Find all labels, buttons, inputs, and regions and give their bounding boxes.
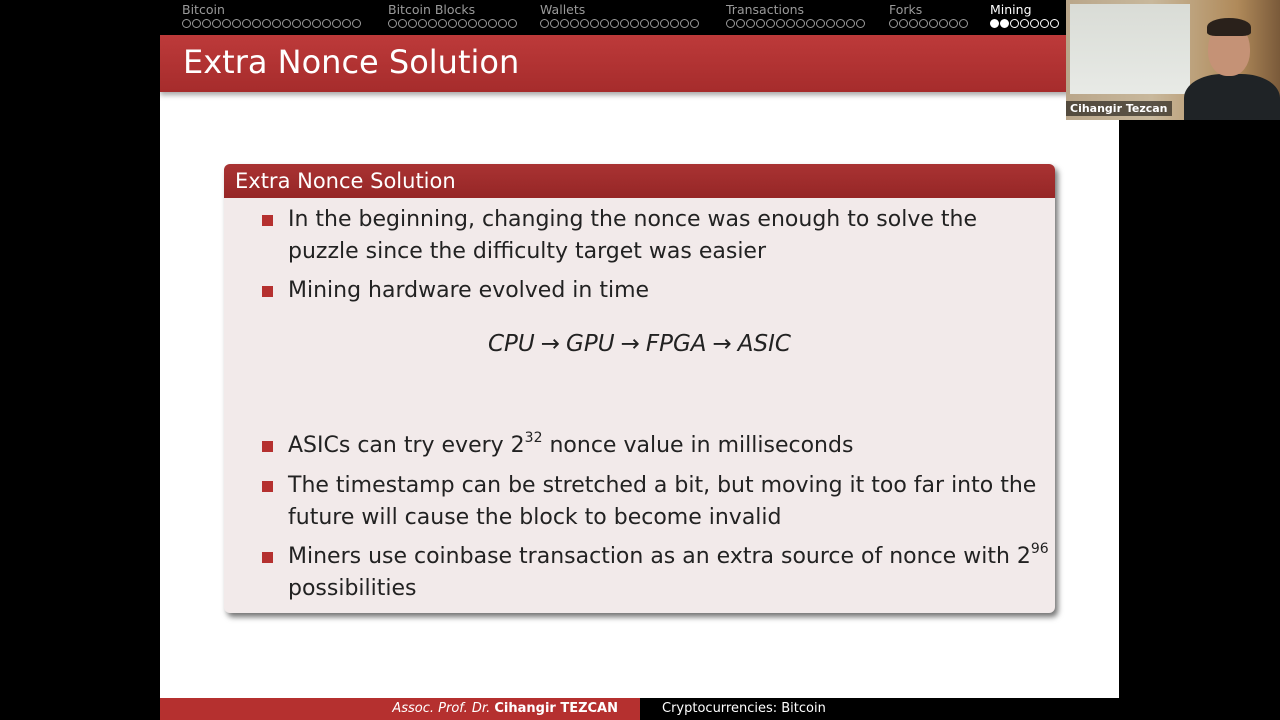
presenter-body xyxy=(1184,74,1280,120)
nav-dots xyxy=(540,19,699,28)
nav-dot-icon[interactable] xyxy=(1000,19,1009,28)
nav-dot-icon[interactable] xyxy=(726,19,735,28)
exponent: 96 xyxy=(1030,540,1049,557)
nav-dot-icon[interactable] xyxy=(182,19,191,28)
bullet-text: ASICs can try every 2 xyxy=(288,433,525,458)
nav-dot-icon[interactable] xyxy=(826,19,835,28)
nav-dot-icon[interactable] xyxy=(282,19,291,28)
nav-dot-icon[interactable] xyxy=(660,19,669,28)
nav-section-label: Forks xyxy=(889,2,923,17)
nav-dot-icon[interactable] xyxy=(846,19,855,28)
nav-dot-icon[interactable] xyxy=(428,19,437,28)
author-name: Cihangir TEZCAN xyxy=(494,701,618,716)
nav-dot-icon[interactable] xyxy=(458,19,467,28)
nav-dot-icon[interactable] xyxy=(816,19,825,28)
block-title: Extra Nonce Solution xyxy=(224,164,1055,198)
bullet-item xyxy=(288,541,1050,604)
nav-section-label: Transactions xyxy=(726,2,805,17)
webcam-video-tile[interactable] xyxy=(1066,0,1280,120)
author-prefix: Assoc. Prof. Dr. xyxy=(392,701,491,716)
nav-dot-icon[interactable] xyxy=(418,19,427,28)
math-gpu: GPU xyxy=(566,331,615,357)
nav-section-forks[interactable] xyxy=(889,2,968,28)
bullet-square-icon xyxy=(262,552,273,563)
slide-title: Extra Nonce Solution xyxy=(183,43,520,81)
nav-dots xyxy=(889,19,968,28)
nav-dot-icon[interactable] xyxy=(1050,19,1059,28)
bullet-square-icon xyxy=(262,286,273,297)
nav-section-label: Bitcoin Blocks xyxy=(388,2,476,17)
nav-dot-icon[interactable] xyxy=(1020,19,1029,28)
nav-dot-icon[interactable] xyxy=(292,19,301,28)
nav-dot-icon[interactable] xyxy=(836,19,845,28)
nav-dot-icon[interactable] xyxy=(388,19,397,28)
nav-dot-icon[interactable] xyxy=(498,19,507,28)
nav-dot-icon[interactable] xyxy=(600,19,609,28)
nav-dot-icon[interactable] xyxy=(448,19,457,28)
nav-dot-icon[interactable] xyxy=(746,19,755,28)
nav-section-label: Wallets xyxy=(540,2,586,17)
nav-dot-icon[interactable] xyxy=(756,19,765,28)
nav-dot-icon[interactable] xyxy=(580,19,589,28)
nav-dot-icon[interactable] xyxy=(332,19,341,28)
nav-dot-icon[interactable] xyxy=(690,19,699,28)
bullet-square-icon xyxy=(262,215,273,226)
nav-dot-icon[interactable] xyxy=(610,19,619,28)
nav-dot-icon[interactable] xyxy=(949,19,958,28)
nav-section-label: Mining xyxy=(990,2,1032,17)
nav-dots xyxy=(726,19,865,28)
nav-dot-icon[interactable] xyxy=(796,19,805,28)
nav-dots xyxy=(388,19,517,28)
nav-dot-icon[interactable] xyxy=(590,19,599,28)
nav-dot-icon[interactable] xyxy=(232,19,241,28)
nav-dot-icon[interactable] xyxy=(1030,19,1039,28)
nav-dot-icon[interactable] xyxy=(212,19,221,28)
nav-dot-icon[interactable] xyxy=(959,19,968,28)
nav-dots xyxy=(182,19,361,28)
nav-dot-icon[interactable] xyxy=(352,19,361,28)
nav-dot-icon[interactable] xyxy=(899,19,908,28)
bullet-text: possibilities xyxy=(288,575,417,601)
nav-dot-icon[interactable] xyxy=(222,19,231,28)
nav-dot-icon[interactable] xyxy=(929,19,938,28)
bullet-item xyxy=(288,430,1050,462)
nav-dot-icon[interactable] xyxy=(192,19,201,28)
nav-dot-icon[interactable] xyxy=(766,19,775,28)
nav-dot-icon[interactable] xyxy=(570,19,579,28)
participant-name: Cihangir Tezcan xyxy=(1066,101,1172,116)
hardware-evolution-formula xyxy=(224,331,1055,357)
bullet-square-icon xyxy=(262,441,273,452)
slide xyxy=(160,35,1119,698)
nav-dot-icon[interactable] xyxy=(640,19,649,28)
nav-dot-icon[interactable] xyxy=(488,19,497,28)
arrow-icon: → xyxy=(620,331,640,357)
math-fpga: FPGA xyxy=(645,331,707,357)
nav-dot-icon[interactable] xyxy=(540,19,549,28)
arrow-icon: → xyxy=(540,331,561,357)
nav-dot-icon[interactable] xyxy=(889,19,898,28)
presenter-hair xyxy=(1207,18,1251,36)
background-monitor xyxy=(1070,4,1190,94)
math-asic: ASIC xyxy=(737,331,791,357)
nav-dot-icon[interactable] xyxy=(856,19,865,28)
section-navigation xyxy=(160,0,1120,35)
nav-dot-icon[interactable] xyxy=(438,19,447,28)
nav-section-bitcoin[interactable] xyxy=(182,2,361,28)
footer-course: Cryptocurrencies: Bitcoin xyxy=(640,698,1119,720)
nav-section-transactions[interactable] xyxy=(726,2,865,28)
nav-dot-icon[interactable] xyxy=(630,19,639,28)
nav-dot-icon[interactable] xyxy=(508,19,517,28)
nav-dot-icon[interactable] xyxy=(408,19,417,28)
bullet-item xyxy=(288,275,1050,307)
bullet-text: nonce value in milliseconds xyxy=(542,433,854,458)
nav-dot-icon[interactable] xyxy=(262,19,271,28)
nav-dot-icon[interactable] xyxy=(786,19,795,28)
nav-dot-icon[interactable] xyxy=(680,19,689,28)
nav-dot-icon[interactable] xyxy=(990,19,999,28)
nav-dot-icon[interactable] xyxy=(909,19,918,28)
nav-dot-icon[interactable] xyxy=(242,19,251,28)
nav-section-mining[interactable] xyxy=(990,2,1059,28)
nav-dot-icon[interactable] xyxy=(939,19,948,28)
bullet-text: Mining hardware evolved in time xyxy=(288,278,650,303)
nav-dot-icon[interactable] xyxy=(468,19,477,28)
nav-dot-icon[interactable] xyxy=(202,19,211,28)
nav-dot-icon[interactable] xyxy=(252,19,261,28)
bullet-item xyxy=(288,204,1050,267)
nav-dot-icon[interactable] xyxy=(670,19,679,28)
bullet-item xyxy=(288,470,1050,533)
nav-dot-icon[interactable] xyxy=(322,19,331,28)
math-cpu: CPU xyxy=(488,331,535,357)
nav-dot-icon[interactable] xyxy=(620,19,629,28)
nav-dot-icon[interactable] xyxy=(650,19,659,28)
arrow-icon: → xyxy=(712,331,732,357)
bullet-square-icon xyxy=(262,481,273,492)
nav-dot-icon[interactable] xyxy=(806,19,815,28)
nav-dot-icon[interactable] xyxy=(1010,19,1019,28)
nav-dot-icon[interactable] xyxy=(272,19,281,28)
nav-section-bitcoin-blocks[interactable] xyxy=(388,2,517,28)
nav-dot-icon[interactable] xyxy=(302,19,311,28)
bullet-text: Miners use coinbase transaction as an extra source of nonce with 2 xyxy=(288,544,1031,569)
exponent: 32 xyxy=(524,429,543,446)
nav-dot-icon[interactable] xyxy=(312,19,321,28)
nav-dot-icon[interactable] xyxy=(560,19,569,28)
footer-author xyxy=(160,698,640,720)
nav-dot-icon[interactable] xyxy=(1040,19,1049,28)
nav-dot-icon[interactable] xyxy=(919,19,928,28)
title-bar xyxy=(160,35,1119,92)
nav-dot-icon[interactable] xyxy=(398,19,407,28)
content-block xyxy=(224,164,1055,613)
nav-dot-icon[interactable] xyxy=(478,19,487,28)
bullet-text: The timestamp can be stretched a bit, but moving it too far into the future will cause the block to become invalid xyxy=(288,473,1037,530)
nav-section-wallets[interactable] xyxy=(540,2,699,28)
bullet-text: In the beginning, changing the nonce was enough to solve the puzzle since the difficulty target was easier xyxy=(288,207,977,264)
nav-dot-icon[interactable] xyxy=(776,19,785,28)
nav-dot-icon[interactable] xyxy=(550,19,559,28)
nav-dot-icon[interactable] xyxy=(736,19,745,28)
nav-dot-icon[interactable] xyxy=(342,19,351,28)
nav-dots xyxy=(990,19,1059,28)
nav-section-label: Bitcoin xyxy=(182,2,225,17)
